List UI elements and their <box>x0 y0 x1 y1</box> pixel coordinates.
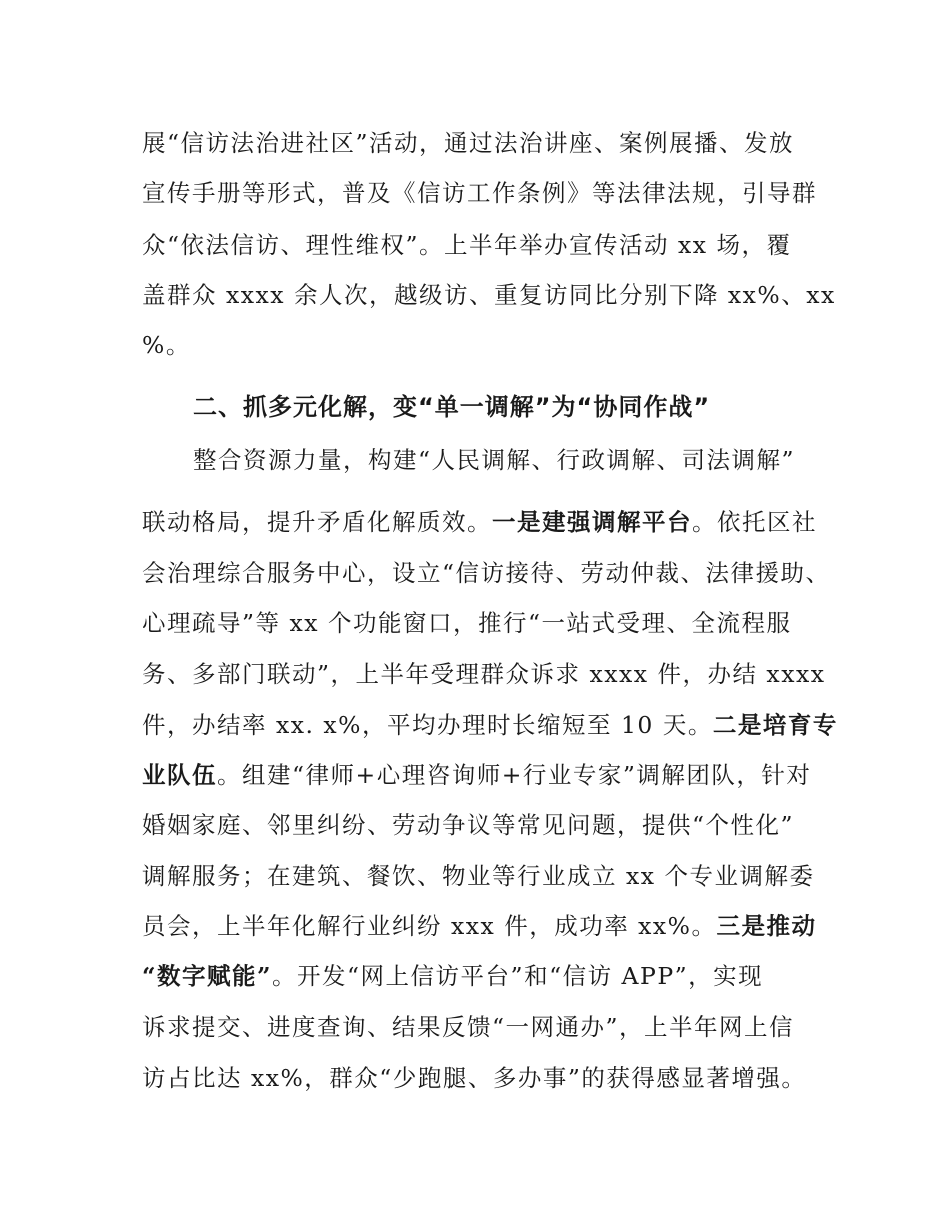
text-run: 心理疏导”等 xx 个功能窗口，推行“一站式受理、全流程服 <box>142 609 792 637</box>
text-line <box>142 810 794 840</box>
text-line <box>142 1063 806 1093</box>
text-line: 盖群众 xxxx 余人次，越级访、重复访同比分别下降 xx%、xx <box>142 281 836 309</box>
section-heading: 二、抓多元化解，变“单一调解”为“协同作战” <box>193 393 711 421</box>
text-line: 宣传手册等形式，普及《信访工作条例》等法律法规，引导群 <box>142 179 817 207</box>
text-run: 务、多部门联动”，上半年受理群众诉求 xxxx 件，办结 xxxx <box>142 660 826 688</box>
text-line: %。 <box>142 331 191 359</box>
text-line <box>142 710 838 740</box>
text-run: 调解服务；在建筑、餐饮、物业等行业成立 xx 个专业调解委 <box>142 862 815 890</box>
text-line <box>142 1012 794 1042</box>
text-run: 。组建“律师+心理咨询师+行业专家”调解团队，针对 <box>217 761 812 789</box>
text-run: 。开发“网上信访平台”和“信访 APP”，实现 <box>272 962 764 990</box>
text-line <box>142 608 791 638</box>
text-line: 众“依法信访、理性维权”。上半年举办宣传活动 xx 场，覆 <box>142 231 792 259</box>
text-run: 整合资源力量，构建“人民调解、行政调解、司法调解” <box>193 446 796 474</box>
text-line <box>142 911 817 941</box>
text-run: 联动格局，提升矛盾化解质效。 <box>142 508 492 536</box>
text-line: 展“信访法治进社区”活动，通过法治讲座、案例展播、发放 <box>142 129 795 157</box>
text-run: 婚姻家庭、邻里纠纷、劳动争议等常见问题，提供“个性化” <box>142 811 795 839</box>
bold-lead: 二是培育专 <box>712 711 838 739</box>
text-line <box>193 445 795 475</box>
text-run: 。依托区社 <box>692 508 817 536</box>
text-run: 员会，上半年化解行业纠纷 xxx 件，成功率 xx%。 <box>142 912 717 940</box>
bold-lead: 业队伍 <box>142 761 217 789</box>
bold-lead: 一是建强调解平台 <box>492 508 692 536</box>
text-run: 访占比达 xx%，群众“少跑腿、多办事”的获得感显著增强。 <box>142 1064 807 1092</box>
text-line <box>142 861 814 891</box>
text-line <box>142 659 825 689</box>
text-run: 件，办结率 xx. x%，平均办理时长缩短至 10 天。 <box>142 711 713 739</box>
text-run: 会治理综合服务中心，设立“信访接待、劳动仲裁、法律援助、 <box>142 559 831 587</box>
text-line <box>142 558 831 588</box>
text-line <box>142 760 811 790</box>
bold-lead: “数字赋能” <box>142 962 273 990</box>
text-line <box>142 507 817 537</box>
text-run: 诉求提交、进度查询、结果反馈“一网通办”，上半年网上信 <box>142 1013 795 1041</box>
text-line <box>142 961 763 991</box>
bold-lead: 三是推动 <box>716 912 817 940</box>
